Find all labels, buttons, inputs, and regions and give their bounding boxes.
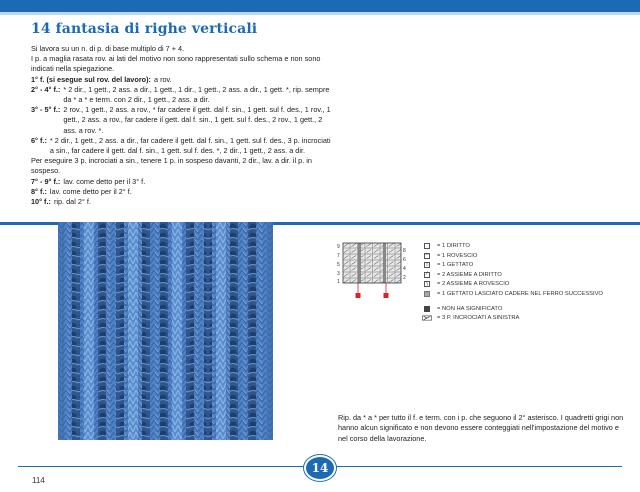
row-1-label: 1° f. (si esegue sul rov. del lavoro): [31, 74, 151, 84]
row-3-label: 3° - 5° f.: [31, 105, 61, 115]
row-8-instruction [31, 187, 331, 197]
cross-left-icon [422, 315, 432, 321]
left-slant-square-icon: ∖ [425, 280, 429, 287]
page-number: 114 [32, 476, 45, 485]
legend-label: = 3 P. INCROCIATI A SINISTRA [437, 315, 520, 321]
legend-label: = 2 ASSIEME A DIRITTO [437, 271, 502, 278]
filled-square-icon [422, 306, 432, 312]
right-row-numbers [403, 248, 406, 281]
row-10-label: 10° f.: [31, 197, 51, 207]
legend-label: = NON HA SIGNIFICATO [437, 305, 503, 312]
row-1-instruction [31, 75, 331, 85]
repeat-marker-end [384, 293, 389, 298]
intro-line-2: I p. a maglia rasata rov. ai lati del motivo non sono rappresentati sullo schema e non sono indicati nella spiegazione. [31, 54, 321, 74]
row-number: 9 [337, 244, 340, 250]
stitch-chart-grid [335, 242, 415, 300]
row-8-label: 8° f.: [31, 186, 47, 196]
row-2-instruction [31, 85, 331, 105]
legend-item [422, 272, 622, 282]
stitch-chart [335, 242, 415, 305]
pattern-title: 14 fantasia di righe verticali [31, 21, 258, 37]
row-number: 4 [403, 266, 406, 272]
top-color-band [0, 0, 640, 12]
dash-square-icon: – [425, 252, 429, 258]
row-number: 3 [337, 271, 340, 277]
row-6-label: 6° f.: [31, 135, 47, 145]
chart-legend [422, 243, 622, 325]
cross-instruction: Per eseguire 3 p. incrociati a sin., tenere 1 p. in sospeso davanti, 2 dir., lav. a dir. il p. in sospeso. [31, 156, 312, 176]
row-1-text: a rov. [153, 74, 172, 84]
legend-item [422, 315, 622, 325]
repeat-marker-start [356, 293, 361, 298]
row-number: 2 [403, 275, 406, 281]
legend-item [422, 253, 622, 263]
row-2-label: 2° - 4° f.: [31, 84, 61, 94]
legend-item [422, 306, 622, 316]
row-number: 1 [337, 279, 340, 285]
legend-label: = 2 ASSIEME A ROVESCIO [437, 281, 510, 287]
row-7-label: 7° - 9° f.: [31, 176, 61, 186]
row-7-text: lav. come detto per il 3° f. [63, 176, 146, 186]
legend-label: = 1 GETTATO [437, 262, 474, 268]
circle-square-icon: ○ [425, 261, 429, 268]
empty-square-icon [422, 243, 432, 249]
row-number: 6 [403, 257, 406, 263]
knit-texture [58, 222, 273, 440]
dropped-yo-square-icon: ◦ [422, 291, 432, 297]
legend-item [422, 262, 622, 272]
instructions-block [31, 44, 331, 207]
row-3-text: 2 rov., 1 gett., 2 ass. a rov., * far cadere il gett. dal f. sin., 1 gett. sul f. des., 1 rov., 1 gett., 2 ass. a rov., far cadere il gett. dal f. sin., 1 gett. sul f. des., 2 rov., 1 gett., 2 ass. a rov. *. [63, 105, 331, 135]
row-10-instruction [31, 197, 331, 207]
right-slant-square-icon: ⁄ [422, 272, 432, 278]
row-6-instruction [31, 136, 331, 156]
legend-label: = 1 DIRITTO [437, 243, 470, 249]
left-row-numbers [337, 244, 340, 285]
legend-item [422, 291, 622, 306]
row-2-text: * 2 dir., 1 gett., 2 ass. a dir., 1 gett., 1 dir., 1 gett., 2 ass. a dir., 1 gett. *, rip. sempre da * a * e term. con 2 dir., 1 gett., 2 ass. a dir. [63, 84, 330, 105]
legend-item [422, 243, 622, 253]
repeat-markers [356, 283, 389, 298]
row-10-text: rip. dal 2° f. [53, 197, 91, 207]
row-number: 8 [403, 248, 406, 254]
legend-label: = 1 ROVESCIO [437, 252, 478, 259]
knit-swatch-photo [58, 222, 273, 440]
pattern-number-badge: 14 [304, 455, 336, 481]
row-6-text: * 2 dir., 1 gett., 2 ass. a dir., far cadere il gett. dal f. sin., 1 gett. sul f. des., 3 p. incrociati a sin., far cadere il gett. dal f. sin., 1 gett. sul f. des. *, 2 dir., 1 gett., 2 ass. a dir. [49, 135, 331, 156]
row-3-instruction [31, 105, 331, 136]
intro-line-1: Si lavora su un n. di p. di base multiplo di 7 + 4. [31, 44, 185, 53]
legend-item [422, 281, 622, 291]
chart-note: Rip. da * a * per tutto il f. e term. con i p. che seguono il 2° asterisco. I quadretti grigi non hanno alcun significato e non devono essere conteggiati nell'impostazione del motivo e nel corso della lavorazione. [338, 413, 624, 443]
top-band-highlight [0, 12, 640, 15]
row-7-instruction [31, 177, 331, 187]
legend-label: = 1 GETTATO LASCIATO CADERE NEL FERRO SUCCESSIVO [437, 290, 603, 297]
row-8-text: lav. come detto per il 2° f. [49, 186, 132, 196]
row-number: 5 [337, 262, 340, 268]
row-number: 7 [337, 253, 340, 259]
